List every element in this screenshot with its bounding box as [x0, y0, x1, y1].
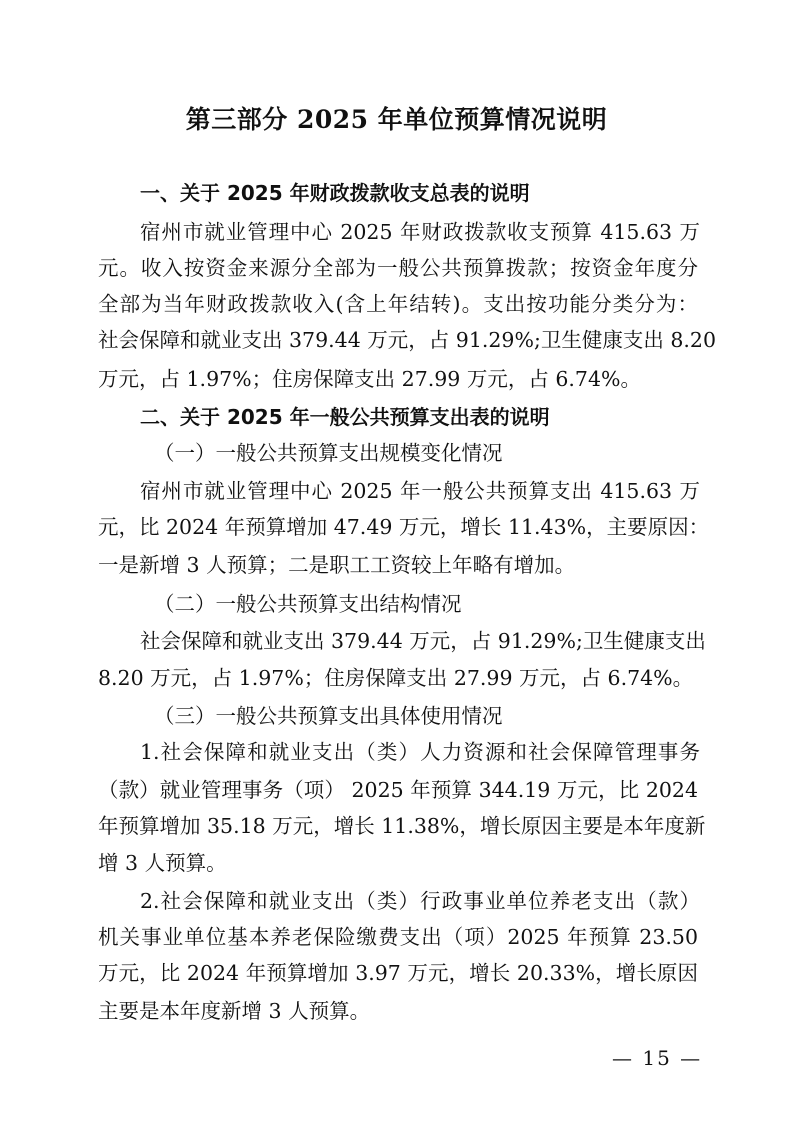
paragraph-line: 8.20 万元，占 1.97%；住房保障支出 27.99 万元，占 6.74%。	[98, 666, 694, 690]
section-heading-2: 二、关于 2025 年一般公共预算支出表的说明	[140, 405, 550, 429]
paragraph-line: 1.社会保障和就业支出（类）人力资源和社会保障管理事务	[140, 740, 700, 764]
paragraph-line: 全部为当年财政拨款收入(含上年结转)。支出按功能分类分为：	[98, 292, 698, 316]
paragraph-line: 年预算增加 35.18 万元，增长 11.38%，增长原因主要是本年度新	[98, 814, 706, 838]
subsection-heading-2: （二）一般公共预算支出结构情况	[154, 592, 462, 616]
paragraph-line: 一是新增 3 人预算；二是职工工资较上年略有增加。	[98, 553, 576, 577]
paragraph-line: 元。收入按资金来源分全部为一般公共预算拨款；按资金年度分	[98, 256, 698, 280]
paragraph-line: 增 3 人预算。	[98, 851, 227, 875]
paragraph-line: 主要是本年度新增 3 人预算。	[98, 999, 371, 1023]
paragraph-line: 元，比 2024 年预算增加 47.49 万元，增长 11.43%，主要原因：	[98, 515, 710, 539]
paragraph-line: 2.社会保障和就业支出（类）行政事业单位养老支出（款）	[140, 889, 700, 913]
page-title: 第三部分 2025 年单位预算情况说明	[185, 105, 608, 134]
paragraph-line: 社会保障和就业支出 379.44 万元，占 91.29%;卫生健康支出 8.20	[98, 328, 717, 352]
subsection-heading-1: （一）一般公共预算支出规模变化情况	[154, 441, 503, 465]
paragraph-line: （款）就业管理事务（项） 2025 年预算 344.19 万元，比 2024	[98, 778, 698, 802]
paragraph-line: 宿州市就业管理中心 2025 年一般公共预算支出 415.63 万	[140, 479, 700, 503]
section-heading-1: 一、关于 2025 年财政拨款收支总表的说明	[140, 181, 530, 205]
paragraph-line: 社会保障和就业支出 379.44 万元，占 91.29%;卫生健康支出	[140, 629, 706, 653]
paragraph-line: 宿州市就业管理中心 2025 年财政拨款收支预算 415.63 万	[140, 220, 700, 244]
paragraph-line: 万元，比 2024 年预算增加 3.97 万元，增长 20.33%，增长原因	[98, 961, 698, 985]
page-number: — 15 —	[612, 1046, 703, 1070]
subsection-heading-3: （三）一般公共预算支出具体使用情况	[154, 704, 503, 728]
paragraph-line: 万元，占 1.97%；住房保障支出 27.99 万元，占 6.74%。	[98, 367, 641, 391]
paragraph-line: 机关事业单位基本养老保险缴费支出（项）2025 年预算 23.50	[98, 925, 698, 949]
